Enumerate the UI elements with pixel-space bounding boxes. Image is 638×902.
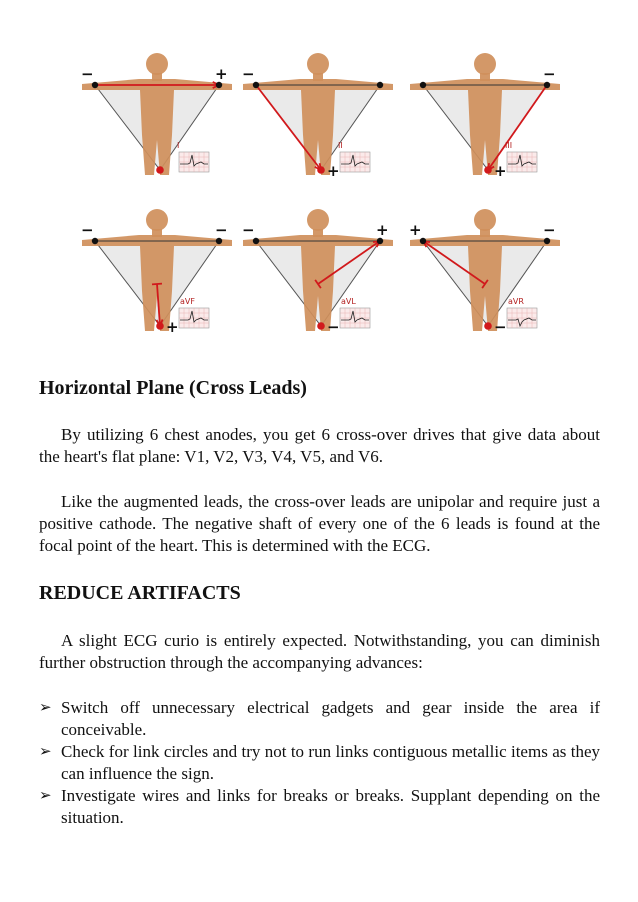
sign-bottom: + (166, 318, 179, 336)
sign-right: + (376, 221, 389, 239)
einthoven-leads-figure (0, 40, 638, 350)
foot-electrode-marker (484, 166, 492, 174)
head (474, 53, 496, 75)
limb-leads-diagram (0, 40, 638, 350)
bullet-list (39, 697, 600, 829)
lead-panel-avl (242, 209, 393, 336)
lead-panel-i (81, 53, 232, 175)
paragraph-unipolar-leads: Like the augmented leads, the cross-over leads are unipolar and require just a positive cathode. The negative shaft of every one of the 6 leads is found at the focal point of the heart. This is determined with the ECG. (39, 492, 600, 555)
foot-electrode-marker (317, 322, 325, 330)
head (307, 209, 329, 231)
sign-left: − (81, 221, 94, 239)
sign-left: − (242, 65, 255, 83)
list-item (39, 741, 600, 785)
lead-label: aVL (341, 297, 356, 306)
page-content (39, 374, 600, 829)
right-hand-electrode (377, 82, 383, 88)
left-hand-electrode (420, 82, 426, 88)
sign-bottom: − (494, 318, 507, 336)
head (474, 209, 496, 231)
section-heading-horizontal-plane: Horizontal Plane (Cross Leads) (39, 377, 307, 399)
sign-bottom: + (327, 162, 340, 180)
vector-tail (152, 284, 162, 285)
lead-panel-ii (242, 53, 393, 180)
bullet-text: Check for link circles and try not to run links contiguous metallic items as they can influence the sign. (61, 742, 600, 783)
lead-label: III (505, 141, 513, 150)
sign-left: − (81, 65, 94, 83)
arrowhead-bullet-icon: ➢ (39, 788, 52, 804)
sign-right: − (215, 221, 228, 239)
foot-electrode-marker (484, 322, 492, 330)
lead-panel-avr (409, 209, 560, 336)
foot-electrode-marker (156, 322, 164, 330)
paragraph-chest-leads: By utilizing 6 chest anodes, you get 6 cross-over drives that give data about the heart's flat plane: V1, V2, V3, V4, V5, and V6. (39, 425, 600, 466)
sign-bottom: − (327, 318, 340, 336)
list-item (39, 697, 600, 741)
foot-electrode-marker (317, 166, 325, 174)
sign-bottom: + (494, 162, 507, 180)
foot-electrode-marker (156, 166, 164, 174)
sign-right: − (543, 221, 556, 239)
paragraph-artifacts-intro: A slight ECG curio is entirely expected. Notwithstanding, you can diminish further obstruction through the accompanying advances: (39, 631, 600, 672)
head (146, 53, 168, 75)
list-item (39, 785, 600, 829)
sign-right: − (543, 65, 556, 83)
lead-label: aVF (180, 297, 195, 306)
lead-label: aVR (508, 297, 524, 306)
sign-left: − (242, 221, 255, 239)
arrowhead-bullet-icon: ➢ (39, 744, 52, 760)
head (307, 53, 329, 75)
lead-label: II (338, 141, 343, 150)
sign-left: + (409, 221, 422, 239)
lead-panel-avf (81, 209, 232, 336)
arrowhead-bullet-icon: ➢ (39, 700, 52, 716)
bullet-text: Investigate wires and links for breaks or breaks. Supplant depending on the situation. (61, 786, 600, 827)
lead-panel-iii (410, 53, 560, 180)
lead-label: I (177, 141, 180, 150)
section-heading-reduce-artifacts: REDUCE ARTIFACTS (39, 582, 241, 604)
head (146, 209, 168, 231)
bullet-text: Switch off unnecessary electrical gadgets and gear inside the area if conceivable. (61, 698, 600, 739)
sign-right: + (215, 65, 228, 83)
